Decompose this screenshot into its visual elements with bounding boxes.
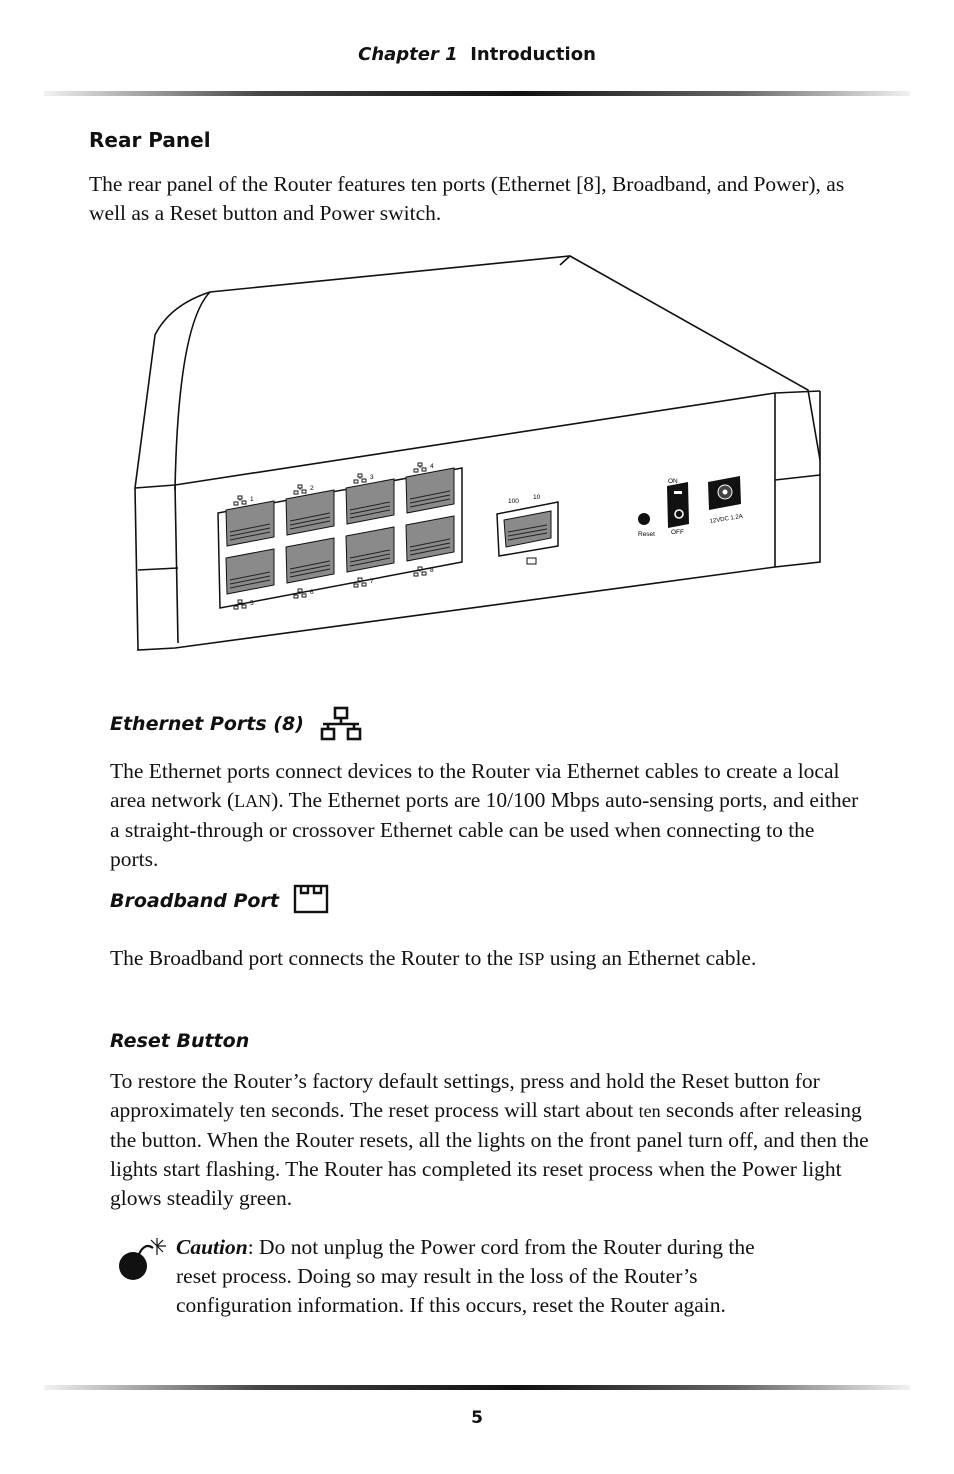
port-number-label: 6 — [310, 589, 314, 596]
on-label: ON — [668, 478, 678, 485]
page-number: 5 — [471, 1408, 483, 1428]
rear-panel-heading: Rear Panel — [89, 128, 211, 152]
reset-label: Reset — [638, 531, 655, 538]
ethernet-description: The Ethernet ports connect devices to the Router via Ethernet cables to create a local area network (LAN). The Ethernet ports are 10/100 Mbps auto-sensing ports, and either a straight-through or crossover Ethernet cable can be used when connecting to the ports. — [110, 759, 859, 871]
power-rating-label: 12VDC 1.2A — [709, 513, 744, 525]
speed-10-label: 10 — [533, 494, 541, 501]
ethernet-heading-row — [110, 706, 366, 742]
port-network-mini-icon — [294, 485, 306, 494]
port-number-label: 1 — [250, 496, 254, 503]
speed-100-label: 100 — [508, 498, 519, 505]
isp-abbr: ISP — [518, 949, 545, 969]
reset-description: To restore the Router’s factory default settings, press and hold the Reset button for approximately ten seconds. The reset process will start about ten seconds after releasing the button. When the Router resets, all the lights on the front panel turn off, and then the lights start flashing. The Router has completed its reset process when the Power light glows steadily green. — [110, 1069, 869, 1210]
ethernet-network-icon — [318, 706, 366, 742]
port-network-mini-icon — [354, 474, 366, 483]
broadband-mini-icon — [527, 558, 536, 564]
power-switch — [667, 482, 689, 528]
broadband-heading: Broadband Port — [110, 890, 279, 912]
reset-button — [638, 513, 650, 525]
port-number-label: 4 — [430, 463, 434, 470]
port-number-label: 5 — [250, 600, 254, 607]
ethernet-heading: Ethernet Ports (8) — [110, 713, 304, 735]
lan-abbr: LAN — [234, 791, 272, 811]
router-rear-panel-illustration — [130, 250, 830, 660]
port-network-mini-icon — [234, 496, 246, 505]
port-number-label: 7 — [370, 578, 374, 585]
footer-rule — [44, 1385, 910, 1390]
caution-label: Caution — [176, 1235, 248, 1259]
caution-note: Caution: Do not unplug the Power cord from the Router during the reset process. Doing so may result in the loss of the Router’s configuration information. If this occurs, reset the Router again. — [176, 1235, 755, 1317]
chapter-label: Chapter 1 — [358, 44, 458, 65]
port-number-label: 8 — [430, 567, 434, 574]
broadband-heading-row — [110, 888, 329, 914]
rear-panel-intro: The rear panel of the Router features ten ports (Ethernet [8], Broadband, and Power), as well as a Reset button and Power switch. — [89, 172, 845, 225]
port-number-label: 3 — [370, 474, 374, 481]
reset-heading: Reset Button — [110, 1030, 250, 1052]
port-network-mini-icon — [414, 463, 426, 472]
port-number-label: 2 — [310, 485, 314, 492]
bomb-icon — [115, 1234, 175, 1284]
broadband-port-icon — [293, 884, 329, 914]
broadband-description: The Broadband port connects the Router to the ISP using an Ethernet cable. — [110, 946, 757, 970]
chapter-title: Introduction — [470, 44, 596, 65]
off-label: OFF — [671, 529, 684, 536]
page-header — [0, 44, 954, 65]
header-rule — [44, 91, 910, 96]
